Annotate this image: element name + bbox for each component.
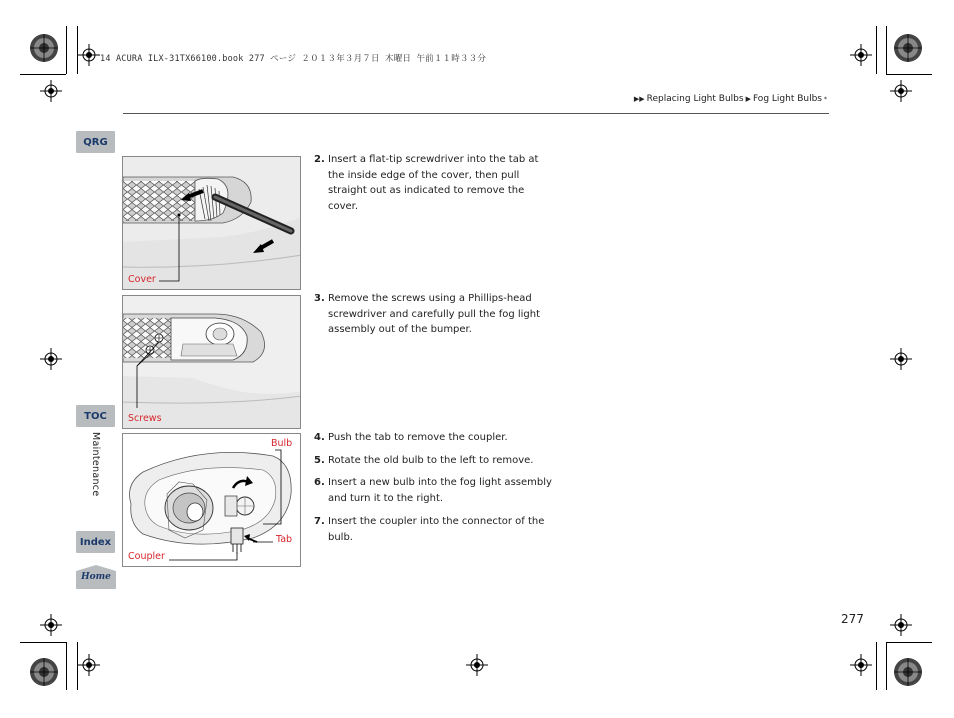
step-text: Insert the coupler into the connector of the bulb. bbox=[328, 516, 545, 543]
step-item bbox=[314, 291, 552, 338]
crop-line bbox=[876, 642, 877, 690]
step-number: 6. bbox=[314, 477, 325, 488]
breadcrumb bbox=[634, 94, 827, 104]
crop-line bbox=[66, 26, 67, 74]
arrow-right-icon: ▶ bbox=[745, 95, 751, 103]
crosshair-mark-icon bbox=[40, 348, 62, 370]
breadcrumb-parent[interactable]: Replacing Light Bulbs bbox=[646, 94, 744, 104]
bulb-label: Bulb bbox=[271, 438, 293, 449]
crop-line bbox=[876, 26, 877, 74]
crosshair-mark-icon bbox=[466, 654, 488, 676]
crop-line bbox=[20, 74, 66, 75]
crosshair-mark-icon bbox=[78, 44, 100, 66]
double-arrow-icon: ▶▶ bbox=[633, 95, 645, 103]
home-button[interactable] bbox=[76, 565, 116, 589]
crop-line bbox=[20, 642, 66, 643]
home-label: Home bbox=[81, 572, 111, 582]
crop-line bbox=[77, 26, 78, 74]
step-item bbox=[314, 430, 552, 446]
crop-line bbox=[886, 26, 887, 74]
fog-light-bulb-illustration bbox=[123, 434, 301, 567]
crosshair-mark-icon bbox=[850, 654, 872, 676]
step-number: 7. bbox=[314, 516, 325, 527]
step-item bbox=[314, 453, 552, 469]
crosshair-mark-icon bbox=[40, 614, 62, 636]
screws-label: Screws bbox=[128, 413, 162, 424]
step-number: 2. bbox=[314, 154, 325, 165]
crop-line bbox=[77, 642, 78, 690]
footnote-marker: * bbox=[824, 95, 827, 103]
fog-light-screws-illustration bbox=[123, 296, 301, 429]
crosshair-mark-icon bbox=[40, 80, 62, 102]
figure-screws bbox=[122, 295, 301, 429]
step-number: 4. bbox=[314, 432, 325, 443]
coupler-label: Coupler bbox=[128, 551, 165, 562]
crosshair-mark-icon bbox=[890, 614, 912, 636]
section-label: Maintenance bbox=[90, 432, 101, 497]
crosshair-mark-icon bbox=[890, 80, 912, 102]
figure-bulb bbox=[122, 433, 301, 567]
qrg-button[interactable]: QRG bbox=[76, 131, 115, 153]
step-item bbox=[314, 514, 552, 545]
registration-mark-icon bbox=[28, 656, 60, 688]
crop-line bbox=[886, 642, 932, 643]
step-number: 3. bbox=[314, 293, 325, 304]
page-number: 277 bbox=[841, 612, 864, 626]
header-rule bbox=[123, 113, 829, 114]
toc-button[interactable]: TOC bbox=[76, 405, 115, 427]
fog-light-cover-illustration bbox=[123, 157, 301, 290]
step-text: Remove the screws using a Phillips-head screwdriver and carefully pull the fog light assembly out of the bumper. bbox=[328, 293, 541, 335]
index-button[interactable]: Index bbox=[76, 531, 115, 553]
crop-line bbox=[886, 74, 932, 75]
print-header: 14 ACURA ILX-31TX66100.book 277 ページ ２０１３年３月７日 木曜日 午前１１時３３分 bbox=[100, 54, 487, 64]
registration-mark-icon bbox=[892, 32, 924, 64]
crosshair-mark-icon bbox=[850, 44, 872, 66]
step-text: Rotate the old bulb to the left to remove. bbox=[328, 455, 534, 466]
crop-line bbox=[66, 642, 67, 690]
step-text: Insert a flat-tip screwdriver into the tab at the inside edge of the cover, then pull straight out as indicated to remove the cover. bbox=[328, 154, 539, 212]
registration-mark-icon bbox=[892, 656, 924, 688]
step-item bbox=[314, 152, 552, 214]
breadcrumb-current: Fog Light Bulbs bbox=[752, 94, 822, 104]
step-text: Insert a new bulb into the fog light assembly and turn it to the right. bbox=[328, 477, 552, 504]
tab-label: Tab bbox=[276, 534, 293, 545]
registration-mark-icon bbox=[28, 32, 60, 64]
step-number: 5. bbox=[314, 455, 325, 466]
step-text: Push the tab to remove the coupler. bbox=[328, 432, 508, 443]
figure-cover bbox=[122, 156, 301, 290]
crosshair-mark-icon bbox=[890, 348, 912, 370]
cover-label: Cover bbox=[128, 274, 156, 285]
step-item bbox=[314, 475, 552, 506]
crosshair-mark-icon bbox=[78, 654, 100, 676]
crop-line bbox=[886, 642, 887, 690]
